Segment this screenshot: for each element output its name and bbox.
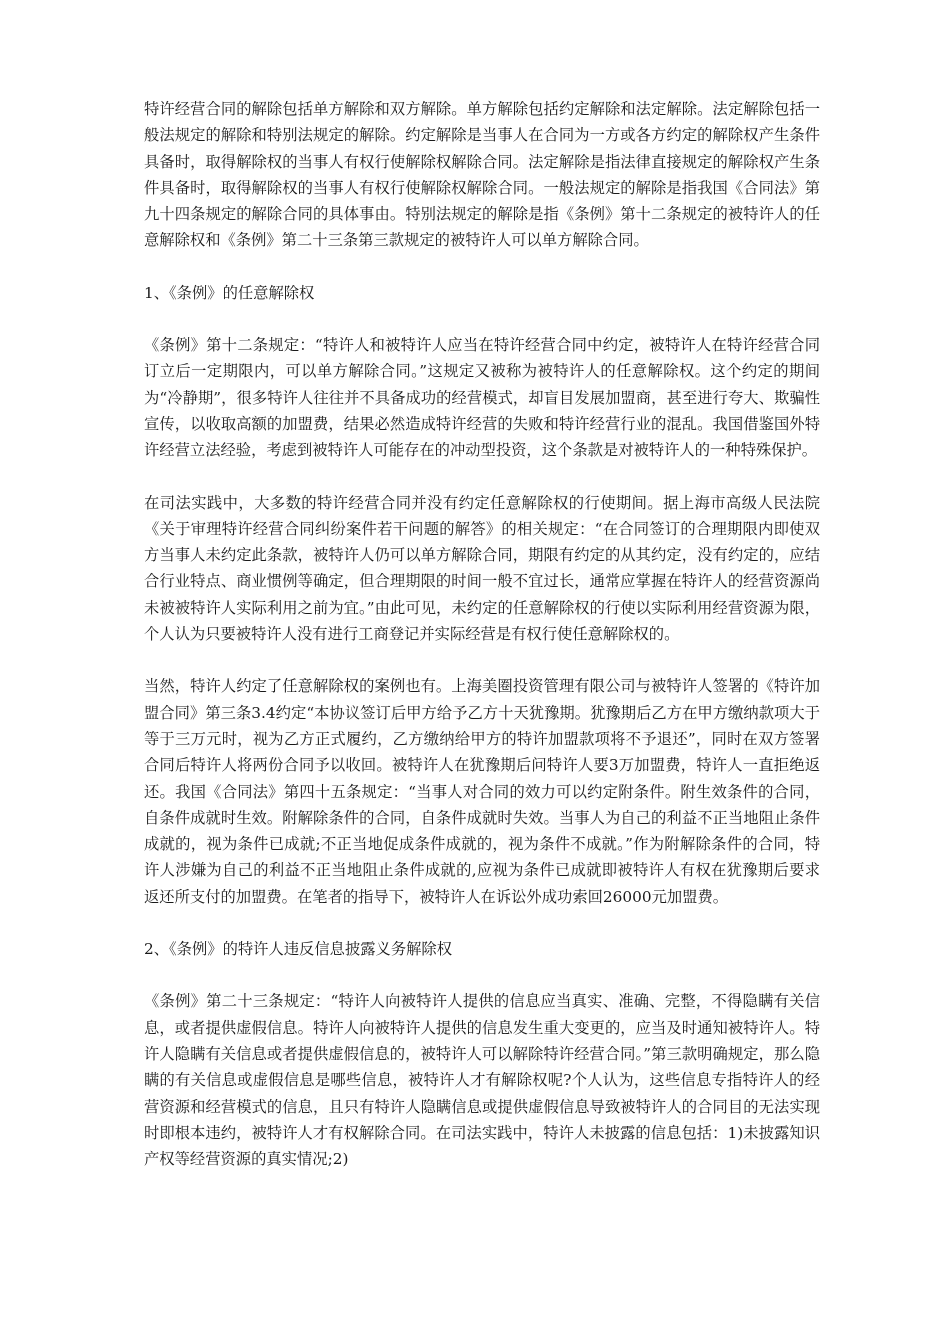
paragraph-article-23: 《条例》第二十三条规定：“特许人向被特许人提供的信息应当真实、准确、完整，不得隐瞒有关信息，或者提供虚假信息。特许人向被特许人提供的信息发生重大变更的，应当及时通知被特许人。特许人隐瞒有关信息或者提供虚假信息的，被特许人可以解除特许经营合同。”第三款明确规定，那么隐瞒的有关信息或虚假信息是哪些信息，被特许人才有解除权呢?个人认为，这些信息专指特许人的经营资源和经营模式的信息，且只有特许人隐瞒信息或提供虚假信息导致被特许人的合同目的无法实现时即根本违约，被特许人才有权解除合同。在司法实践中，特许人未披露的信息包括：1)未披露知识产权等经营资源的真实情况;2) — [144, 992, 820, 1169]
paragraph-termination-overview: 特许经营合同的解除包括单方解除和双方解除。单方解除包括约定解除和法定解除。法定解除包括一般法规定的解除和特别法规定的解除。约定解除是当事人在合同为一方或各方约定的解除权产生条件具备时，取得解除权的当事人有权行使解除权解除合同。法定解除是指法律直接规定的解除权产生条件具备时，取得解除权的当事人有权行使解除权解除合同。一般法规定的解除是指我国《合同法》第九十四条规定的解除合同的具体事由。特别法规定的解除是指《条例》第十二条规定的被特许人的任意解除权和《条例》第二十三条第三款规定的被特许人可以单方解除合同。 — [144, 100, 820, 250]
section-heading-2: 2、《条例》的特许人违反信息披露义务解除权 — [144, 940, 453, 959]
paragraph-case-example: 当然，特许人约定了任意解除权的案例也有。上海美圈投资管理有限公司与被特许人签署的《特许加盟合同》第三条3.4约定“本协议签订后甲方给予乙方十天犹豫期。犹豫期后乙方在甲方缴纳款项大于等于三万元时，视为乙方正式履约，乙方缴纳给甲方的特许加盟款项将不予退还”，同时在双方签署合同后特许人将两份合同予以收回。被特许人在犹豫期后问特许人要3万加盟费，特许人一直拒绝返还。我国《合同法》第四十五条规定：“当事人对合同的效力可以约定附条件。附生效条件的合同，自条件成就时生效。附解除条件的合同，自条件成就时失效。当事人为自己的利益不正当地阻止条件成就的，视为条件已成就;不正当地促成条件成就的，视为条件不成就。”作为附解除条件的合同，特许人涉嫌为自己的利益不正当地阻止条件成就的,应视为条件已成就即被特许人有权在犹豫期后要求返还所支付的加盟费。在笔者的指导下，被特许人在诉讼外成功索回26000元加盟费。 — [144, 677, 820, 906]
document-body — [144, 96, 820, 1198]
paragraph-judicial-practice: 在司法实践中，大多数的特许经营合同并没有约定任意解除权的行使期间。据上海市高级人民法院《关于审理特许经营合同纠纷案件若干问题的解答》的相关规定：“在合同签订的合理期限内即使双方当事人未约定此条款，被特许人仍可以单方解除合同，期限有约定的从其约定，没有约定的，应结合行业特点、商业惯例等确定，但合理期限的时间一般不宜过长，通常应掌握在特许人的经营资源尚未被被特许人实际利用之前为宜。”由此可见，未约定的任意解除权的行使以实际利用经营资源为限，个人认为只要被特许人没有进行工商登记并实际经营是有权行使任意解除权的。 — [144, 493, 820, 644]
section-heading-1: 1、《条例》的任意解除权 — [144, 283, 315, 302]
paragraph-article-12: 《条例》第十二条规定：“特许人和被特许人应当在特许经营合同中约定，被特许人在特许经营合同订立后一定期限内，可以单方解除合同。”这规定又被称为被特许人的任意解除权。这个约定的期间为“冷静期”，很多特许人往往并不具备成功的经营模式，却盲目发展加盟商，甚至进行夸大、欺骗性宣传，以收取高额的加盟费，结果必然造成特许经营的失败和特许经营行业的混乱。我国借鉴国外特许经营立法经验，考虑到被特许人可能存在的冲动型投资，这个条款是对被特许人的一种特殊保护。 — [144, 336, 820, 460]
